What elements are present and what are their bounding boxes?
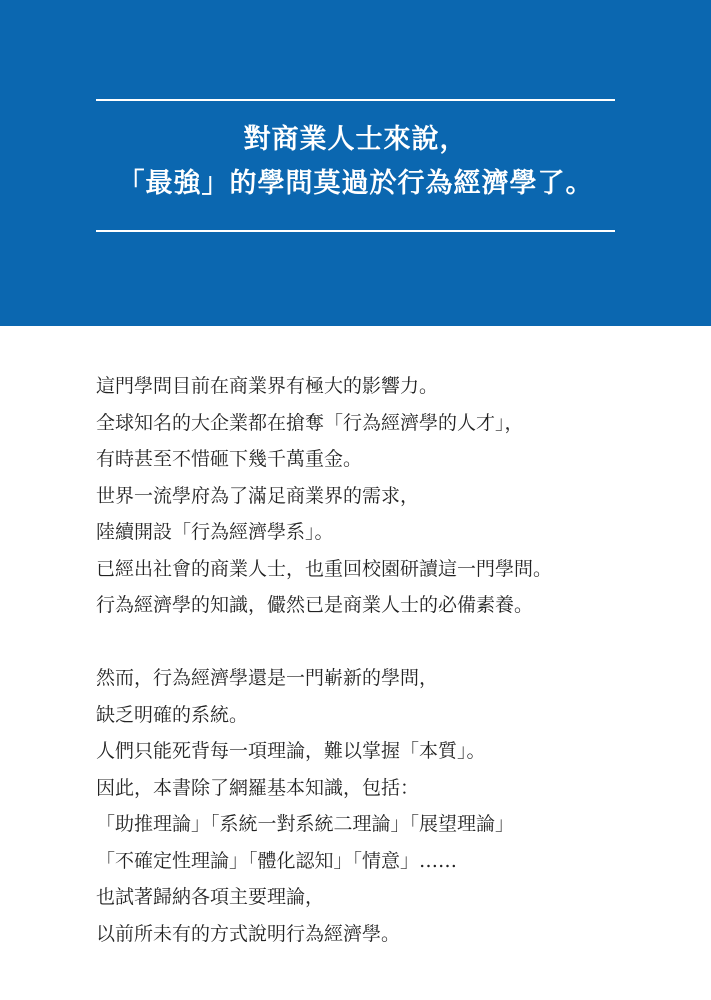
body-text	[96, 368, 696, 952]
text-line: 人們只能死背每一項理論，難以掌握「本質」。	[96, 740, 486, 762]
paragraph-gap	[96, 624, 696, 661]
text-line: 這門學問目前在商業界有極大的影響力。	[96, 375, 439, 397]
text-line: 然而，行為經濟學還是一門嶄新的學問，	[96, 667, 439, 689]
text-line: 陸續開設「行為經濟學系」。	[96, 521, 334, 543]
headline-line-1: 對商業人士來說，	[243, 124, 468, 155]
paragraph-2	[96, 660, 696, 952]
headline	[0, 118, 711, 206]
text-line: 缺乏明確的系統。	[96, 703, 249, 726]
text-line: 以前所未有的方式說明行為經濟學。	[96, 922, 401, 945]
text-line: 世界一流學府為了滿足商業界的需求，	[96, 484, 420, 507]
text-line: 已經出社會的商業人士，也重回校園研讀這一門學問。	[96, 557, 553, 580]
header-banner	[0, 0, 711, 326]
top-divider	[96, 99, 615, 101]
headline-line-2: 「最強」的學問莫過於行為經濟學了。	[117, 168, 594, 199]
text-line: 「不確定性理論」「體化認知」「情意」……	[96, 849, 458, 872]
text-line: 因此，本書除了網羅基本知識，包括：	[96, 776, 420, 799]
paragraph-1	[96, 368, 696, 624]
text-line: 有時甚至不惜砸下幾千萬重金。	[96, 448, 363, 470]
bottom-divider	[96, 230, 615, 232]
text-line: 行為經濟學的知識，儼然已是商業人士的必備素養。	[96, 594, 534, 616]
text-line: 全球知名的大企業都在搶奪「行為經濟學的人才」，	[96, 411, 524, 434]
text-line: 「助推理論」「系統一對系統二理論」「展望理論」	[96, 813, 515, 835]
text-line: 也試著歸納各項主要理論，	[96, 886, 325, 908]
